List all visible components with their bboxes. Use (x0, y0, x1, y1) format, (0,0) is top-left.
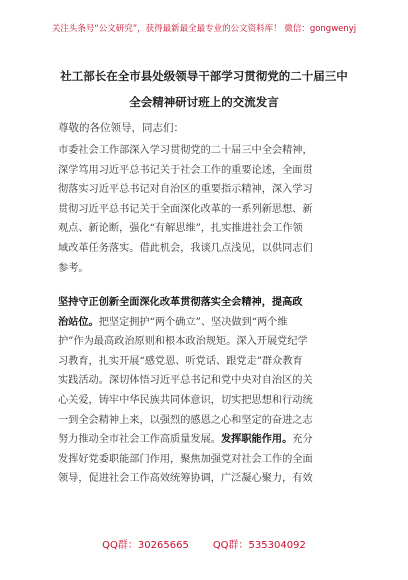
paragraph-line: 深学笃用习近平总书记关于社会工作的重要论述，全面贯 (58, 164, 313, 176)
paragraph-line: 市委社会工作部深入学习贯彻党的二十届三中全会精神， (58, 145, 313, 156)
header-banner: 关注头条号“公文研究”，获得最新最全最专业的公文资料库！ 微信：gongwenyj (51, 24, 357, 34)
paragraph-2 (58, 293, 358, 489)
qq-group-1: QQ群：30265665 (102, 540, 189, 551)
paragraph-text: 把坚定拥护“两个确立”、坚决做到“两个维 (98, 316, 288, 328)
paragraph-line: 彻落实习近平总书记对自治区的重要指示精神，深入学习 (58, 184, 313, 196)
paragraph-line: 参考。 (58, 262, 89, 274)
paragraph-line (58, 313, 358, 333)
document-title-line2: 全会精神研讨班上的交流发言 (129, 95, 279, 109)
paragraph-line: 护”作为最高政治原则和根本政治规矩。深入开展党纪学 (58, 336, 308, 348)
paragraph-line: 观点、新论断，强化“有解思维”，扎实推进社会工作领 (58, 223, 303, 235)
footer-contact (0, 536, 408, 551)
paragraph-line: 发挥好党委职能部门作用，聚焦加强党对社会工作的全面 (58, 453, 313, 465)
paragraph-line: 域改革任务落实。借此机会，我谈几点浅见，以供同志们 (58, 242, 313, 254)
paragraph-line: 一到全会精神上来，以强烈的感恩之心和坚定的奋进之志 (58, 414, 313, 426)
subheading-inline: 发挥职能作用。 (221, 433, 293, 446)
salutation: 尊敬的各位领导，同志们： (58, 122, 184, 134)
paragraph-1 (58, 141, 358, 278)
document-title-line1: 社工部长在全市县处级领导干部学习贯彻党的二十届三中 (60, 69, 348, 83)
section-heading: 坚持守正创新全面深化改革贯彻落实全会精神，提高政 (58, 296, 303, 308)
paragraph-text: 努力推动全市社会工作高质量发展。 (58, 434, 221, 446)
qq-group-2: QQ群：535304092 (212, 540, 306, 551)
section-heading-cont: 治站位。 (58, 315, 99, 328)
paragraph-line: 实践活动。深切体悟习近平总书记和党中央对自治区的关 (58, 375, 313, 387)
paragraph-line: 心关爱，铸牢中华民族共同体意识，切实把思想和行动统 (58, 394, 313, 406)
paragraph-line: 习教育，扎实开展“感党恩、听党话、跟党走”群众教育 (58, 355, 303, 367)
paragraph-text: 充分 (292, 434, 313, 446)
paragraph-line: 贯彻习近平总书记关于全面深化改革的一系列新思想、新 (58, 203, 313, 215)
paragraph-line (58, 430, 358, 450)
paragraph-line: 领导，促进社会工作高效统筹协调，广泛凝心聚力，有效 (58, 473, 313, 485)
